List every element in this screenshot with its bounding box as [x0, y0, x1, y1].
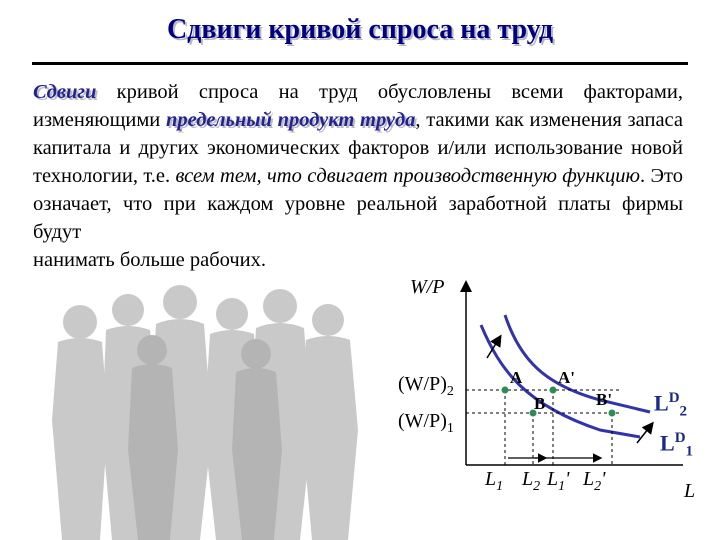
- point-b-prime: [609, 410, 616, 417]
- point-a-prime: [550, 387, 557, 394]
- point-a: [502, 387, 509, 394]
- point-a-label: A: [510, 368, 523, 387]
- para-text-3: . Это означает, что при каждом уровне реальной заработной платы фирмы будут: [33, 165, 683, 243]
- para-last-line: нанимать больше рабочих.: [33, 249, 266, 271]
- page-title: Сдвиги кривой спроса на труд: [166, 14, 554, 45]
- l2-label: $L_2$: [522, 468, 541, 494]
- point-a-prime-label: A': [558, 368, 575, 387]
- curve-ld2-label: $L^D_2$: [654, 390, 688, 420]
- para-text-1: кривой спроса на труд обусловлены всеми факторами, изменяющими: [33, 81, 683, 131]
- curve-ld1-label: $L^D_1$: [660, 430, 694, 460]
- l1-prime-label: $L_1'$: [547, 468, 570, 494]
- para-text-2: , такими как изменения запаса капитала и других экономических факторов и/или использование новой технологии, т.е.: [33, 109, 683, 187]
- curve-shift-arrow-bottom: [637, 424, 652, 443]
- point-b-prime-label: B': [596, 390, 613, 409]
- demand-curve-ld2: [505, 315, 650, 412]
- x-axis-label: L: [684, 480, 696, 502]
- point-b-label: B: [534, 394, 546, 413]
- l1-label: $L_1$: [485, 468, 504, 494]
- l2-prime-label: $L_2'$: [583, 468, 606, 494]
- para-italic: всем тем, что сдвигает производственную функцию: [175, 165, 640, 187]
- wage2-label: $(W/P)_2$: [398, 373, 454, 399]
- wage1-label: $(W/P)_1$: [398, 410, 454, 436]
- term-shifts: Сдвиги: [33, 81, 97, 103]
- term-marginal-product: предельный продукт труда: [165, 109, 416, 131]
- y-axis-label: W/P: [410, 276, 445, 298]
